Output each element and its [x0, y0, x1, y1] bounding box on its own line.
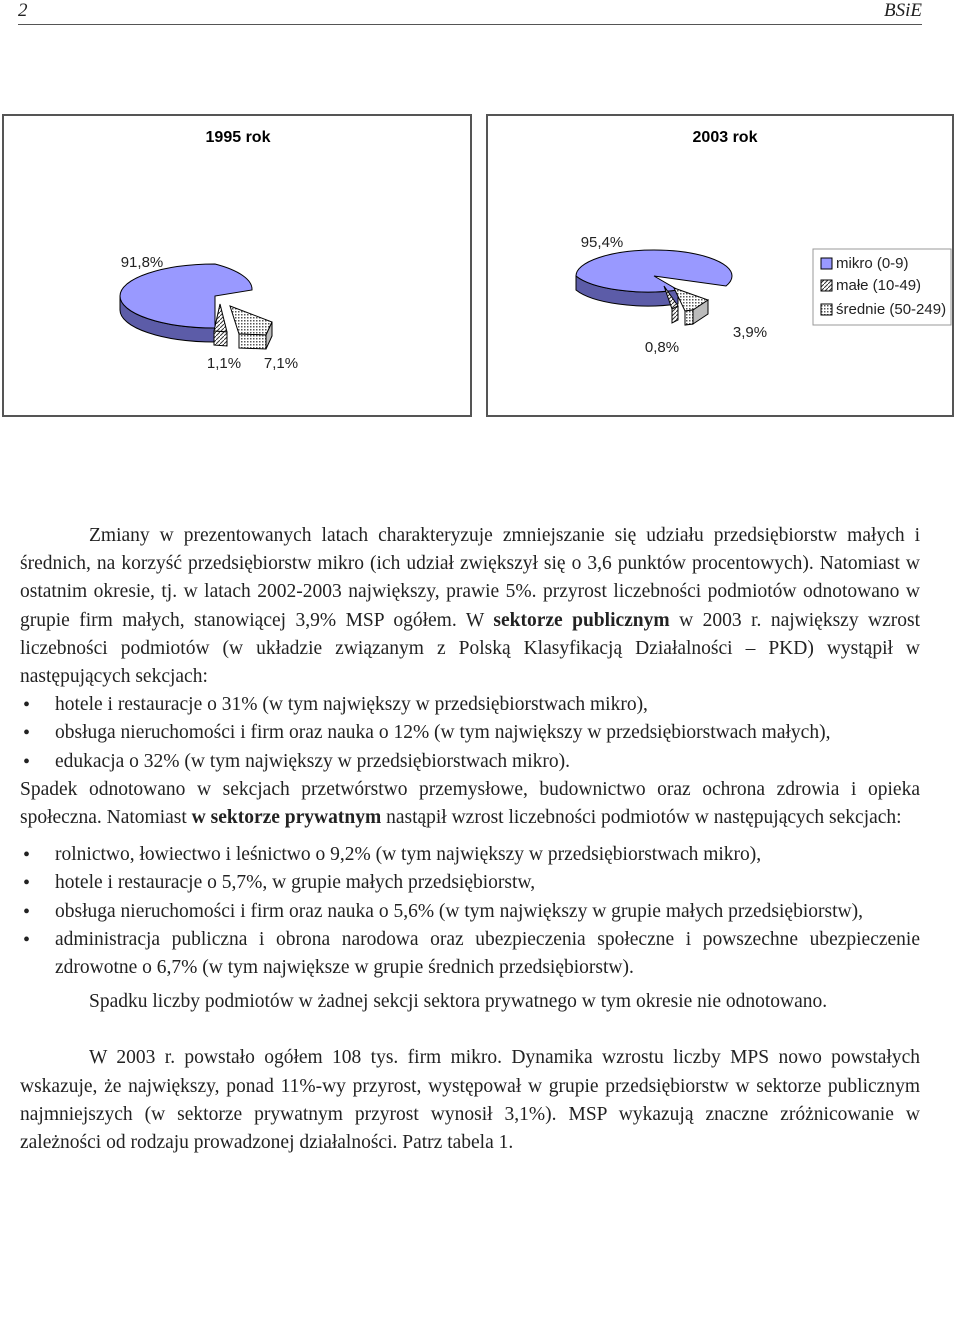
header-rule	[18, 24, 922, 25]
pie-1995-slice-male-side	[214, 331, 227, 346]
legend-swatch-mikro	[821, 258, 832, 269]
chart-2003-title: 2003 rok	[692, 129, 758, 146]
paragraph-2-rest: nastąpił wzrost liczebności podmiotów w następujących sekcjach:	[386, 807, 902, 829]
paragraph-1-text: Zmiany w prezentowanych latach charakteryzuje zmniejszanie się udziału przedsiębiorstw małych i średnich, na korzyść przedsiębiorstw mikro (ich udział zwiększył się o 3,6 punktów procentowych). Natomiast w ostatnim okresie, tj. w latach 2002-2003 największy, prawie 5%. przyrost liczebności podmiotów odnotowano w grupie firm małych, stanowiącej 3,9% MSP ogółem.	[20, 525, 920, 631]
pie-2003-slice-male-side	[672, 306, 678, 323]
paragraph-2-text: Spadek odnotowano w sekcjach przetwórstwo przemysłowe, budownictwo oraz ochrona zdrowia i opieka społeczna. Natomiast	[20, 778, 920, 829]
list-item: • obsługa nieruchomości i firm oraz nauka o 5,6% (w tym największy w grupie małych przedsiębiorstw),	[20, 898, 920, 926]
legend-swatch-male	[821, 280, 832, 291]
pie-1995-label-srednie: 7,1%	[263, 355, 299, 372]
pie-2003-label-male: 0,8%	[644, 339, 680, 356]
paragraph-1-bold: sektorze publicznym	[493, 609, 670, 631]
chart-2003	[486, 114, 954, 417]
legend-swatch-srednie	[821, 304, 832, 315]
pie-1995-slice-srednie-side	[239, 334, 266, 349]
paragraph-4: W 2003 r. powstało ogółem 108 tys. firm mikro. Dynamika wzrostu liczby MPS nowo powstałych wskazuje, że największy, ponad 11%-wy przyrost, występował w grupie przedsiębiorstw w sektorze publicznym najmniejszych (w sektorze prywatnym przyrost wynosił 3,1%). MSP wykazują znaczne zróżnicowanie w zależności od rodzaju prowadzonej działalności. Patrz tabela 1.	[20, 1047, 920, 1154]
legend-label-srednie: średnie (50-249)	[836, 301, 947, 318]
pie-1995-slice-male	[214, 304, 227, 332]
paragraph-1-rest: w 2003 r. największy wzrost liczebności podmiotów (w układzie związanym z Polską Klasyfikacją Działalności – PKD) wystąpił w następujących sekcjach:	[20, 609, 921, 688]
list-item: • edukacja o 32% (w tym największy w przedsiębiorstwach mikro).	[20, 748, 920, 776]
paragraph-1-w: W	[465, 609, 484, 631]
list-item: • hotele i restauracje o 31% (w tym największy w przedsiębiorstwach mikro),	[20, 691, 920, 719]
pie-1995-slice-srednie	[230, 306, 272, 335]
list-private-sector	[20, 841, 920, 982]
list-public-sector	[20, 691, 920, 776]
pie-1995-label-mikro: 91,8%	[120, 254, 164, 271]
chart-1995	[2, 114, 472, 417]
list-item: • rolnictwo, łowiectwo i leśnictwo o 9,2% (w tym największy w przedsiębiorstwach mikro),	[20, 841, 920, 869]
paragraph-2	[20, 776, 920, 832]
page-header	[0, 0, 960, 24]
paragraph-2-bold: w sektorze prywatnym	[191, 807, 382, 829]
page-number: 2	[18, 0, 28, 21]
header-brand: BSiE	[884, 0, 922, 21]
chart-1995-title: 1995 rok	[205, 129, 271, 146]
legend-label-mikro: mikro (0-9)	[836, 255, 909, 272]
legend-label-male: małe (10-49)	[836, 277, 922, 294]
chart-2003-legend	[813, 249, 951, 325]
pie-2003-slice-srednie-side	[685, 310, 693, 325]
paragraph-3: Spadku liczby podmiotów w żadnej sekcji sektora prywatnego w tym okresie nie odnotowano.	[89, 991, 828, 1013]
pie-2003-slice-mikro	[576, 250, 732, 292]
body-text-top	[20, 522, 920, 1157]
pie-1995-label-male: 1,1%	[206, 355, 242, 372]
list-item: • hotele i restauracje o 5,7%, w grupie małych przedsiębiorstw,	[20, 869, 920, 897]
pie-2003-label-mikro: 95,4%	[580, 234, 624, 251]
list-item: • administracja publiczna i obrona narodowa oraz ubezpieczenia społeczne i powszechne ubezpieczenie zdrowotne o 6,7% (w tym największe w grupie średnich przedsiębiorstw).	[20, 926, 920, 982]
paragraph-1	[20, 522, 920, 691]
chart-2003-svg	[488, 116, 956, 419]
pie-2003-label-srednie: 3,9%	[732, 324, 768, 341]
list-item: • obsługa nieruchomości i firm oraz nauka o 12% (w tym największy w przedsiębiorstwach małych),	[20, 719, 920, 747]
chart-1995-svg	[4, 116, 474, 419]
